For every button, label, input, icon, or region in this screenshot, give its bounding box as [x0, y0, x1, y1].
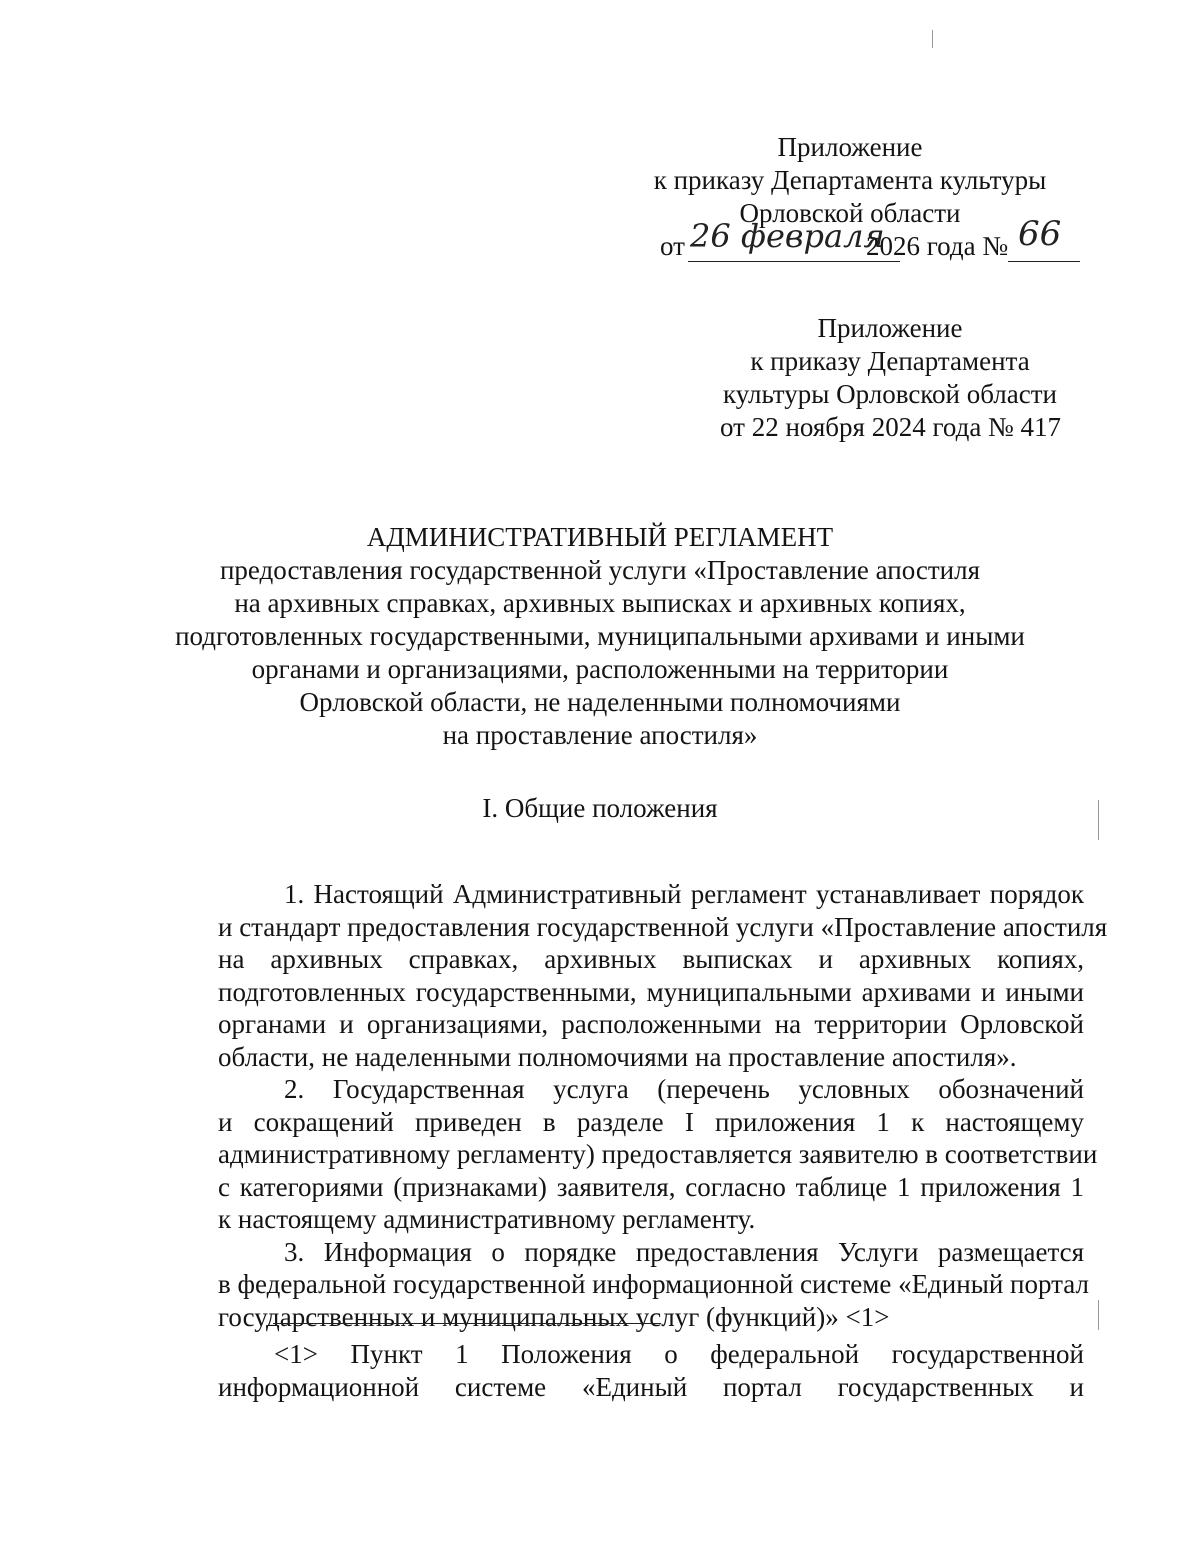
- paragraph-line: подготовленных государственными, муниципальными архивами и иными: [218, 976, 1084, 1007]
- appendix-previous: [720, 312, 1060, 444]
- appendix-title: Приложение: [777, 132, 923, 162]
- appendix-prev-title: Приложение: [817, 313, 963, 343]
- footnote-separator: [273, 1323, 661, 1324]
- paragraph-line: государственных и муниципальных услуг (функций)» <1>: [218, 1301, 890, 1332]
- footnote-line: информационной системе «Единый портал государственных и: [218, 1371, 1084, 1402]
- title-line: Орловской области, не наделенными полномочиями: [299, 687, 901, 717]
- handwritten-date: 26 февраля: [690, 217, 885, 255]
- paragraph-line: органами и организациями, расположенными на территории Орловской: [218, 1009, 1084, 1039]
- title-line: предоставления государственной услуги «Проставление апостиля: [219, 555, 981, 585]
- paragraph-line: административному регламенту) предоставляется заявителю в соответствии: [218, 1139, 1098, 1169]
- paragraph-line: 2. Государственная услуга (перечень условных обозначений: [284, 1074, 1084, 1104]
- appendix-date-line: [640, 214, 1120, 266]
- paragraph-2: [218, 1073, 1098, 1236]
- appendix-current: [640, 131, 1120, 266]
- appendix-prev-line4: от 22 ноября 2024 года № 417: [720, 412, 1062, 442]
- title-line: органами и организациями, расположенными на территории: [251, 654, 949, 684]
- appendix-prev-line2: к приказу Департамента: [750, 346, 1030, 376]
- document-title: [150, 521, 1050, 752]
- paragraph-line: и стандарт предоставления государственной услуги «Проставление апостиля: [218, 911, 1108, 942]
- appendix-region-line: Орловской области: [739, 198, 961, 228]
- paragraph-1: [218, 878, 1108, 1073]
- title-line: на архивных справках, архивных выписках и архивных копиях,: [234, 588, 966, 618]
- paragraph-line: с категориями (признаками) заявителя, согласно таблице 1 приложения 1: [218, 1171, 1084, 1202]
- appendix-prev-line3: культуры Орловской области: [722, 379, 1058, 409]
- document-body: [218, 878, 1108, 1333]
- handwritten-number: 66: [1018, 214, 1062, 254]
- title-line: подготовленных государственными, муниципальными архивами и иными: [175, 621, 1025, 651]
- paragraph-line: в федеральной государственной информационной системе «Единый портал: [218, 1269, 1089, 1299]
- date-prefix: от: [660, 231, 685, 261]
- section-heading: I. Общие положения: [482, 793, 718, 823]
- paragraph-3: [218, 1236, 1089, 1334]
- scan-mark: [932, 30, 933, 48]
- title-line: на проставление апостиля»: [442, 720, 758, 750]
- footnote: [218, 1338, 1084, 1403]
- number-underline: [1008, 261, 1080, 262]
- appendix-order-line: к приказу Департамента культуры: [653, 165, 1047, 195]
- footnote-line: <1> Пункт 1 Положения о федеральной государственной: [274, 1339, 1084, 1369]
- year-text: 2026 года №: [866, 231, 1009, 261]
- scan-mark: [1098, 800, 1099, 840]
- paragraph-line: к настоящему административному регламенту.: [218, 1204, 756, 1234]
- paragraph-line: области, не наделенными полномочиями на проставление апостиля».: [218, 1041, 1017, 1072]
- paragraph-line: 3. Информация о порядке предоставления Услуги размещается: [284, 1236, 1084, 1267]
- paragraph-line: 1. Настоящий Административный регламент устанавливает порядок: [284, 879, 1084, 909]
- scan-mark: [1098, 1300, 1099, 1330]
- title-heading: АДМИНИСТРАТИВНЫЙ РЕГЛАМЕНТ: [366, 522, 834, 552]
- paragraph-line: на архивных справках, архивных выписках и архивных копиях,: [218, 944, 1084, 974]
- paragraph-line: и сокращений приведен в разделе I приложения 1 к настоящему: [218, 1106, 1084, 1137]
